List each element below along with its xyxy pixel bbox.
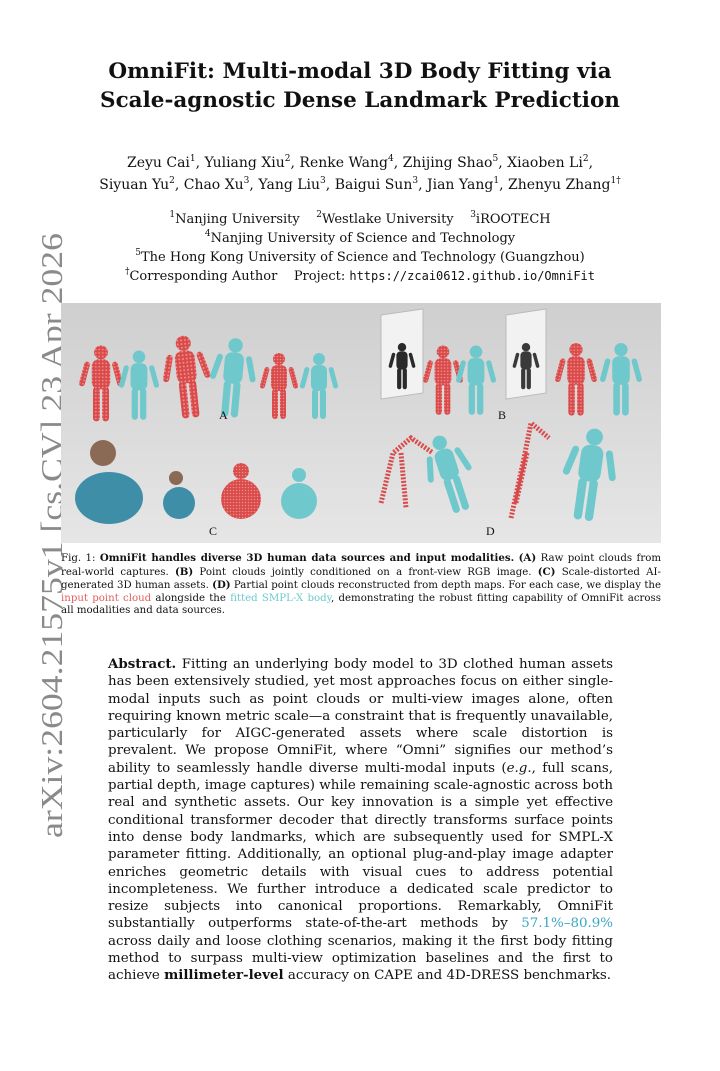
author: Yuliang Xiu bbox=[204, 155, 285, 171]
author: Jian Yang bbox=[426, 177, 494, 193]
title-line-2: Scale-agnostic Dense Landmark Prediction bbox=[100, 88, 620, 113]
panel-label-a: A bbox=[219, 408, 228, 422]
arxiv-id: arXiv:2604.21575v1 [cs.CV] 23 Apr 2026 bbox=[34, 312, 69, 838]
legend-fitted-smplx: fitted SMPL-X body bbox=[230, 592, 332, 604]
figure-caption: Fig. 1: OmniFit handles diverse 3D human data sources and input modalities. (A) Raw point clouds from real-world captures. (B) Point clouds jointly conditioned on a front-view RGB image. (C) Scale-distorted AI-generated 3D human assets. (D) Partial point clouds reconstructed from depth maps. For each case, we display the input point cloud alongside the fitted SMPL-X body, demonstrating the robust fitting capability of OmniFit across all modalities and data sources. bbox=[61, 552, 661, 616]
paper-title bbox=[60, 57, 660, 115]
teaser-figure bbox=[61, 303, 661, 543]
affiliations bbox=[60, 210, 660, 286]
abstract-label: Abstract. bbox=[108, 656, 177, 672]
point-cloud-figure bbox=[221, 479, 261, 519]
ai-asset-head bbox=[90, 440, 116, 466]
author: Zeyu Cai bbox=[126, 155, 190, 171]
ai-asset-small bbox=[163, 487, 195, 519]
figure-background bbox=[61, 303, 661, 543]
ai-asset-head bbox=[169, 471, 183, 485]
author: Zhijing Shao bbox=[402, 155, 493, 171]
corresponding-author: Corresponding Author bbox=[129, 269, 278, 284]
panel-label-c: C bbox=[209, 524, 218, 538]
smplx-figure bbox=[281, 483, 317, 519]
affil-line-1: $^1$Nanjing University $^2$Westlake University $^3$iROOTECH bbox=[169, 210, 551, 227]
panel-label-b: B bbox=[498, 408, 507, 422]
author: Yang Liu bbox=[258, 177, 321, 193]
legend-input-point-cloud: input point cloud bbox=[61, 592, 152, 604]
author-list bbox=[40, 152, 680, 196]
author: Xiaoben Li bbox=[507, 155, 583, 171]
point-cloud-head bbox=[233, 463, 249, 479]
panel-label-d: D bbox=[486, 524, 495, 538]
ai-asset-large bbox=[75, 472, 143, 524]
affil-line-3: $^5$The Hong Kong University of Science and Technology (Guangzhou) bbox=[135, 248, 585, 265]
affil-line-4: †Corresponding Author Project: https://zcai0612.github.io/OmniFit bbox=[124, 267, 595, 284]
author-line-2: Siyuan Yu$^2$, Chao Xu$^3$, Yang Liu$^3$, Baigui Sun$^3$, Jian Yang$^1$, Zhenyu Zhang$^{1\dagger}$ bbox=[99, 176, 621, 193]
author: Zhenyu Zhang bbox=[508, 177, 611, 193]
smplx-head bbox=[292, 468, 306, 482]
author: Chao Xu bbox=[183, 177, 244, 193]
improvement-percent: 57.1%–80.9% bbox=[521, 916, 613, 932]
author: Siyuan Yu bbox=[99, 177, 170, 193]
author-line-1: Zeyu Cai$^1$, Yuliang Xiu$^2$, Renke Wang$^4$, Zhijing Shao$^5$, Xiaoben Li$^2$, bbox=[126, 154, 594, 171]
author: Baigui Sun bbox=[334, 177, 413, 193]
abstract: Abstract. Fitting an underlying body model to 3D clothed human assets has been extensively studied, yet most approaches focus on either single-modal inputs such as point clouds or multi-view images alone, often requiring known metric scale—a constraint that is frequently unavailable, particularly for AIGC-generated assets where scale distortion is prevalent. We propose OmniFit, where “Omni” signifies our method’s ability to seamlessly handle diverse multi-modal inputs (e.g., full scans, partial depth, image captures) while remaining scale-agnostic across both real and synthetic assets. Our key innovation is a simple yet effective conditional transformer decoder that directly transforms surface points into dense body landmarks, which are subsequently used for SMPL-X parameter fitting. Additionally, an optional plug-and-play image adapter enriches geometric details with visual cues to address potential incompleteness. We further introduce a dedicated scale predictor to resize subjects into canonical proportions. Remarkably, OmniFit substantially outperforms state-of-the-art methods by 57.1%–80.9% across daily and loose clothing scenarios, making it the first body fitting method to surpass multi-view optimization baselines and the first to achieve millimeter-level accuracy on CAPE and 4D-DRESS benchmarks. bbox=[108, 656, 613, 984]
title-line-1: OmniFit: Multi-modal 3D Body Fitting via bbox=[108, 59, 612, 84]
author: Renke Wang bbox=[299, 155, 388, 171]
affil-line-2: $^4$Nanjing University of Science and Technology bbox=[204, 229, 516, 246]
project-link[interactable]: https://zcai0612.github.io/OmniFit bbox=[349, 269, 595, 283]
